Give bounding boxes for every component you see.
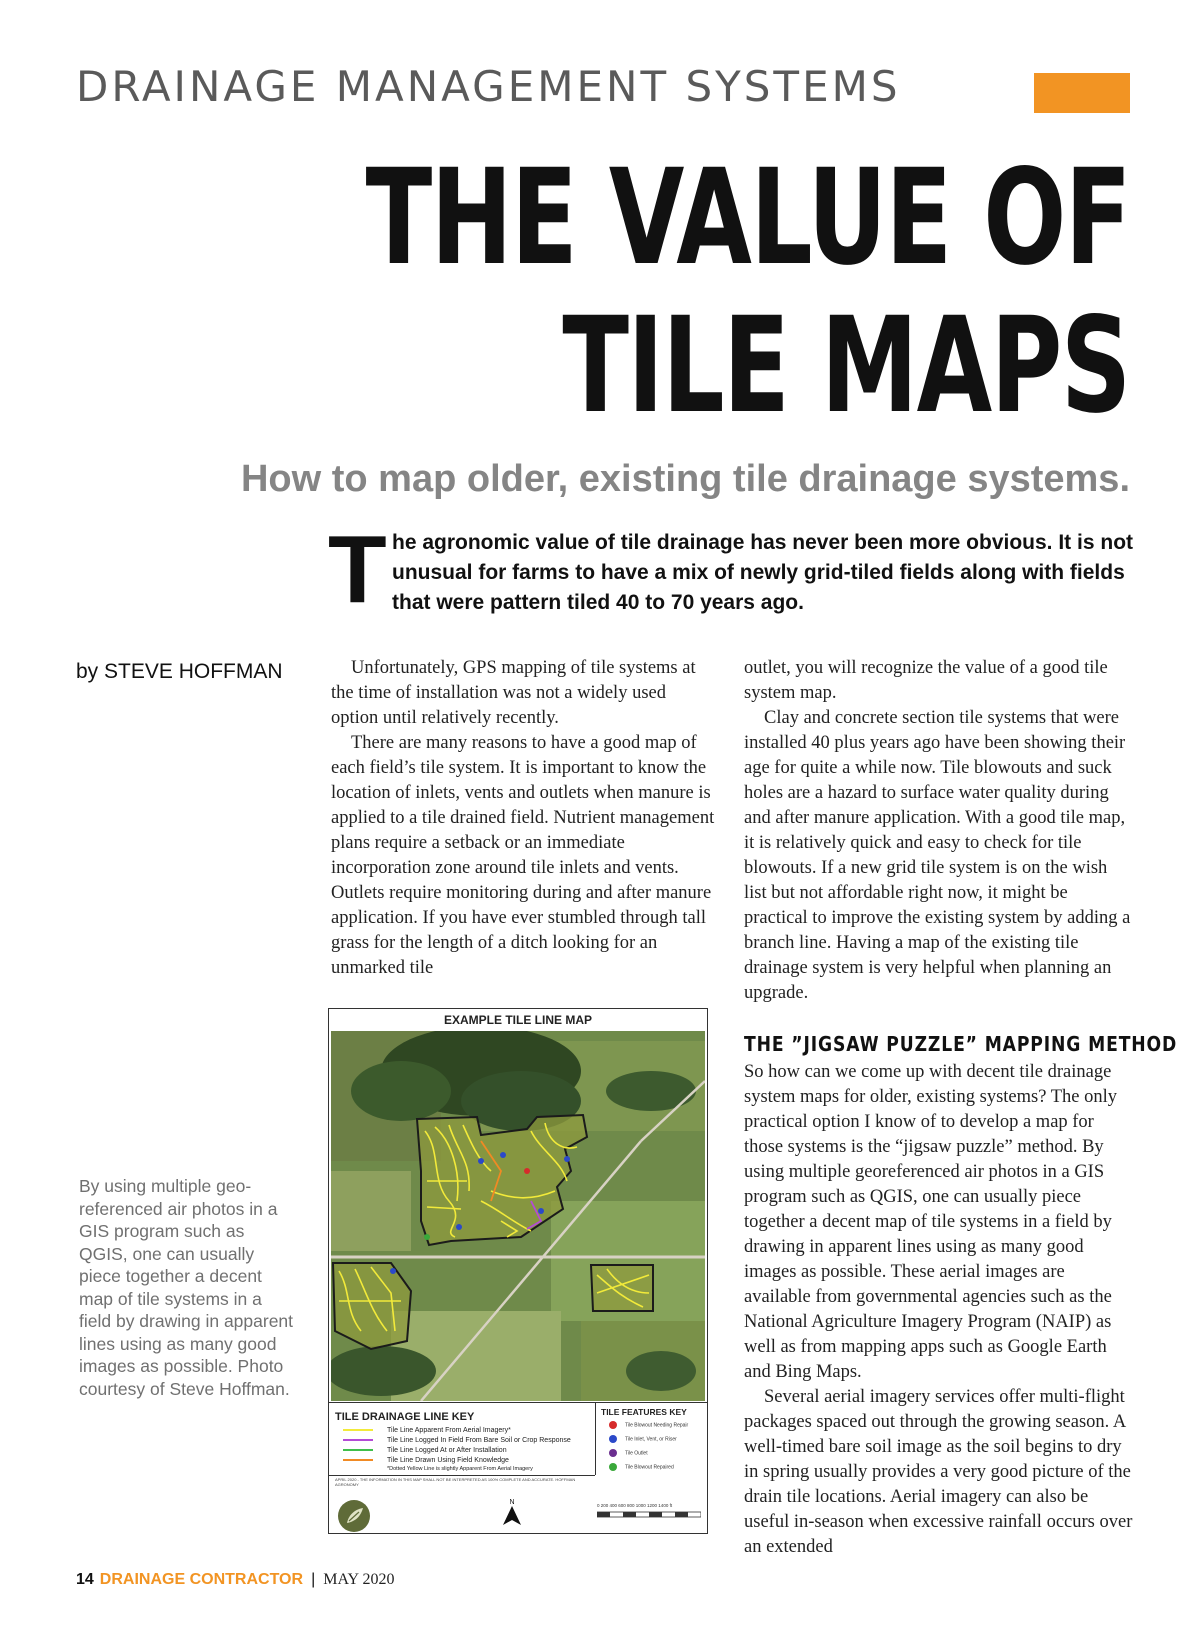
legend-divider — [329, 1475, 595, 1476]
purple-line-swatch — [343, 1439, 373, 1441]
north-arrow-icon — [501, 1497, 523, 1527]
photo-caption: By using multiple geo-referenced air photos in a GIS program such as QGIS, one can usually piece together a decent map of tile systems in a field by drawing in apparent lines using as many good images as possible. Photo courtesy of Steve Hoffman. — [79, 1176, 294, 1399]
feature-key-label: Tile Blowout Repaired — [625, 1464, 674, 1471]
scale-bar-label: 0 200 400 600 800 1000 1200 1400 ft — [597, 1503, 673, 1508]
features-key-title: TILE FEATURES KEY — [601, 1407, 687, 1417]
footer-separator: | — [311, 1571, 316, 1588]
line-key-label: Tile Line Logged In Field From Bare Soil or Crop Response — [387, 1437, 571, 1444]
blowout-marker-icon — [609, 1421, 617, 1429]
orange-line-swatch — [343, 1459, 373, 1461]
map-disclaimer: APRIL 2020 - THE INFORMATION IN THIS MAP SHALL NOT BE INTERPRETED AS 100% COMPLETE AND ACCURATE. HOFFMAN AGRONOMY — [335, 1477, 576, 1487]
feature-key-item — [609, 1421, 688, 1429]
aerial-map-image — [331, 1031, 705, 1401]
line-key-item — [343, 1457, 509, 1464]
line-key-item — [343, 1427, 511, 1434]
line-key-item — [343, 1447, 507, 1454]
line-key-footnote: *Dotted Yellow Line is slightly Apparent From Aerial Imagery — [387, 1466, 533, 1472]
byline: by STEVE HOFFMAN — [76, 660, 283, 683]
feature-key-item — [609, 1435, 677, 1443]
line-key-title: TILE DRAINAGE LINE KEY — [335, 1411, 475, 1423]
body-paragraph: outlet, you will recognize the value of a good tile system map. — [744, 658, 1108, 703]
tile-map-figure — [328, 1008, 708, 1534]
feature-key-item — [609, 1463, 674, 1471]
feature-key-item — [609, 1449, 648, 1457]
feature-key-label: Tile Blowout Needing Repair — [625, 1422, 689, 1429]
yellow-line-swatch — [343, 1429, 373, 1431]
map-legend — [329, 1402, 707, 1534]
article-subtitle: How to map older, existing tile drainage systems. — [240, 458, 1130, 500]
line-key-label: Tile Line Apparent From Aerial Imagery* — [387, 1427, 511, 1434]
body-column-2 — [744, 656, 1134, 1006]
accent-bar — [1034, 73, 1130, 113]
body-paragraph: Clay and concrete section tile systems that were installed 40 plus years ago have been showing their age for quite a while now. Tile blowouts and suck holes are a hazard to surface water quality during and after manure application. With a good tile map, it is relatively quick and easy to check for tile blowouts. If a new grid tile system is on the wish list but not affordable right now, it might be practical to improve the existing system by adding a branch line. Having a map of the existing tile drainage system is very helpful when planning an upgrade. — [744, 708, 1131, 1003]
magazine-name: DRAINAGE CONTRACTOR — [99, 1571, 304, 1588]
lead-text: he agronomic value of tile drainage has never been more obvious. It is not unusual for farms to have a mix of newly grid-tiled fields along with fields that were pattern tiled 40 to 70 years ago. — [392, 531, 1134, 614]
company-logo-icon — [337, 1499, 371, 1533]
north-label: N — [509, 1499, 515, 1506]
article-title-line-1: THE VALUE OF — [365, 141, 1130, 295]
body-paragraph: There are many reasons to have a good map of each field’s tile system. It is important to know the location of inlets, vents and outlets when manure is applied to a tile drained field. Nutrient management plans require a setback or an immediate incorporation zone around tile inlets and vents. Outlets require monitoring during and after manure application. If you have ever stumbled through tall grass for the length of a ditch looking for an unmarked tile — [331, 733, 715, 978]
page-number: 14 — [76, 1571, 94, 1588]
article-title-line-2: TILE MAPS — [562, 289, 1130, 443]
figure-title: EXAMPLE TILE LINE MAP — [443, 1013, 592, 1027]
drop-cap: T — [328, 516, 387, 623]
line-key-label: Tile Line Logged At or After Installation — [387, 1447, 507, 1454]
body-column-2-lower — [744, 1060, 1134, 1560]
green-line-swatch — [343, 1449, 373, 1451]
page-footer — [76, 1571, 395, 1589]
feature-key-label: Tile Outlet — [625, 1450, 648, 1457]
lead-paragraph — [328, 516, 1134, 623]
body-column-1 — [331, 656, 716, 981]
scale-bar — [597, 1511, 701, 1519]
body-paragraph: So how can we come up with decent tile drainage system maps for older, existing systems? The only practical option I know of to develop a map for those systems is the “jigsaw puzzle” method. By using multiple georeferenced air photos in a GIS program such as QGIS, one can usually piece together a decent map of tile systems in a field by drawing in apparent lines using as many good images as possible. These aerial images are available from governmental agencies such as the National Agriculture Imagery Program (NAIP) as well as from mapping apps such as Google Earth and Bing Maps. — [744, 1062, 1117, 1382]
legend-divider — [595, 1403, 596, 1475]
issue-date: MAY 2020 — [323, 1571, 395, 1588]
section-label: DRAINAGE MANAGEMENT SYSTEMS — [76, 62, 901, 111]
inlet-marker-icon — [609, 1435, 617, 1443]
line-key-label: Tile Line Drawn Using Field Knowledge — [387, 1457, 509, 1464]
feature-key-label: Tile Inlet, Vent, or Riser — [625, 1436, 677, 1443]
repaired-marker-icon — [609, 1463, 617, 1471]
outlet-marker-icon — [609, 1449, 617, 1457]
body-paragraph: Several aerial imagery services offer multi-flight packages spaced out through the growing season. A well-timed bare soil image as the soil begins to dry in spring usually provides a very good picture of the drain tile locations. Aerial imagery can also be useful in-season when excessive rainfall occurs over an extended — [744, 1387, 1133, 1557]
section-subhead: THE ”JIGSAW PUZZLE” MAPPING METHOD — [744, 1032, 1178, 1056]
line-key-item — [343, 1437, 571, 1444]
body-paragraph: Unfortunately, GPS mapping of tile systems at the time of installation was not a widely used option until relatively recently. — [331, 658, 696, 728]
